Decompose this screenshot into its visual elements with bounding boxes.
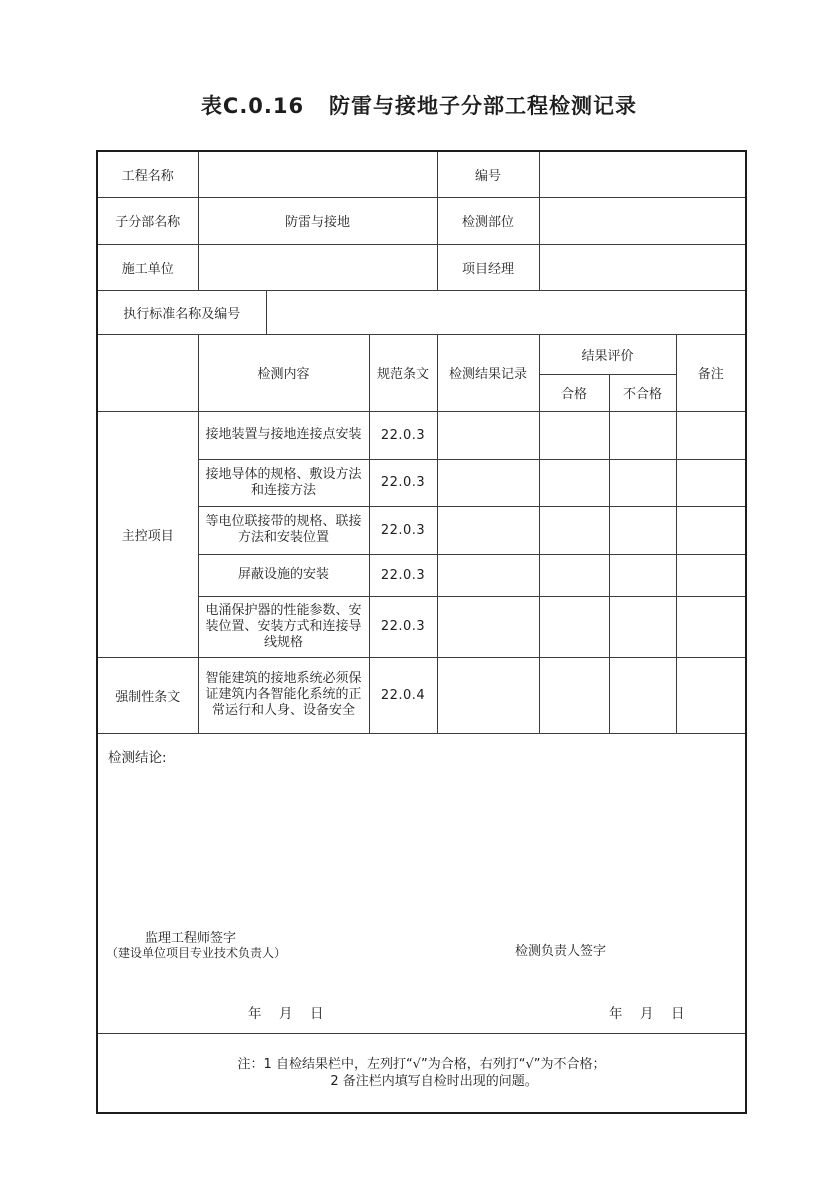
item-content: 接地装置与接地连接点安装 (198, 411, 369, 459)
table-row (97, 411, 746, 459)
item-fail (609, 411, 676, 459)
conclusion-box (102, 736, 741, 1031)
item-record (437, 554, 539, 596)
note-line-1: 注：1 自检结果栏中，左列打“√”为合格，右列打“√”为不合格； (237, 1056, 606, 1072)
item-record (437, 411, 539, 459)
item-record (437, 596, 539, 657)
inspector-signature-label: 检测负责人签字 (515, 943, 607, 959)
item-clause: 22.0.3 (369, 459, 437, 506)
standard-value (266, 290, 746, 334)
conclusion-label: 检测结论: (108, 749, 167, 766)
inspection-part-value (539, 197, 746, 244)
item-fail (609, 554, 676, 596)
item-pass (539, 506, 609, 554)
subdivision-name-label: 子分部名称 (97, 197, 198, 244)
category-main-control: 主控项目 (97, 411, 198, 657)
date-left: 年 月 日 (248, 1005, 326, 1022)
item-remark (676, 411, 746, 459)
notes-section (97, 1033, 746, 1113)
subdivision-name-value: 防雷与接地 (198, 197, 437, 244)
project-name-label: 工程名称 (97, 151, 198, 197)
category-header-blank (97, 334, 198, 411)
inspection-record-table (96, 150, 747, 1114)
date-right: 年 月 日 (609, 1005, 687, 1022)
item-pass (539, 554, 609, 596)
header-pass: 合格 (539, 374, 609, 411)
item-fail (609, 657, 676, 733)
item-clause: 22.0.3 (369, 554, 437, 596)
item-record (437, 506, 539, 554)
header-clause: 规范条文 (369, 334, 437, 411)
construction-unit-value (198, 244, 437, 290)
project-name-value (198, 151, 437, 197)
number-value (539, 151, 746, 197)
item-record (437, 657, 539, 733)
note-line-2: 2 备注栏内填写自检时出现的问题。 (330, 1073, 538, 1089)
item-fail (609, 459, 676, 506)
category-mandatory: 强制性条文 (97, 657, 198, 733)
item-pass (539, 459, 609, 506)
item-fail (609, 596, 676, 657)
item-content: 接地导体的规格、敷设方法和连接方法 (198, 459, 369, 506)
item-remark (676, 657, 746, 733)
supervisor-signature-sublabel: （建设单位项目专业技术负责人） (106, 945, 287, 960)
item-content: 屏蔽设施的安装 (198, 554, 369, 596)
number-label: 编号 (437, 151, 539, 197)
project-manager-label: 项目经理 (437, 244, 539, 290)
header-fail: 不合格 (609, 374, 676, 411)
header-content: 检测内容 (198, 334, 369, 411)
header-evaluation: 结果评价 (539, 334, 676, 374)
item-clause: 22.0.3 (369, 596, 437, 657)
item-record (437, 459, 539, 506)
item-clause: 22.0.4 (369, 657, 437, 733)
supervisor-signature-label: 监理工程师签字 (145, 930, 237, 946)
page-title: 表C.0.16 防雷与接地子分部工程检测记录 (200, 94, 638, 118)
table-row (97, 657, 746, 733)
item-pass (539, 596, 609, 657)
item-clause: 22.0.3 (369, 506, 437, 554)
header-record: 检测结果记录 (437, 334, 539, 411)
item-content: 电涌保护器的性能参数、安装位置、安装方式和连接导线规格 (198, 596, 369, 657)
item-remark (676, 506, 746, 554)
inspection-part-label: 检测部位 (437, 197, 539, 244)
construction-unit-label: 施工单位 (97, 244, 198, 290)
item-content: 等电位联接带的规格、联接方法和安装位置 (198, 506, 369, 554)
item-fail (609, 506, 676, 554)
item-remark (676, 554, 746, 596)
item-pass (539, 411, 609, 459)
standard-label: 执行标准名称及编号 (97, 290, 266, 334)
project-manager-value (539, 244, 746, 290)
item-content: 智能建筑的接地系统必须保证建筑内各智能化系统的正常运行和人身、设备安全 (198, 657, 369, 733)
item-clause: 22.0.3 (369, 411, 437, 459)
header-remark: 备注 (676, 334, 746, 411)
conclusion-section (97, 733, 746, 1033)
item-remark (676, 459, 746, 506)
item-pass (539, 657, 609, 733)
item-remark (676, 596, 746, 657)
